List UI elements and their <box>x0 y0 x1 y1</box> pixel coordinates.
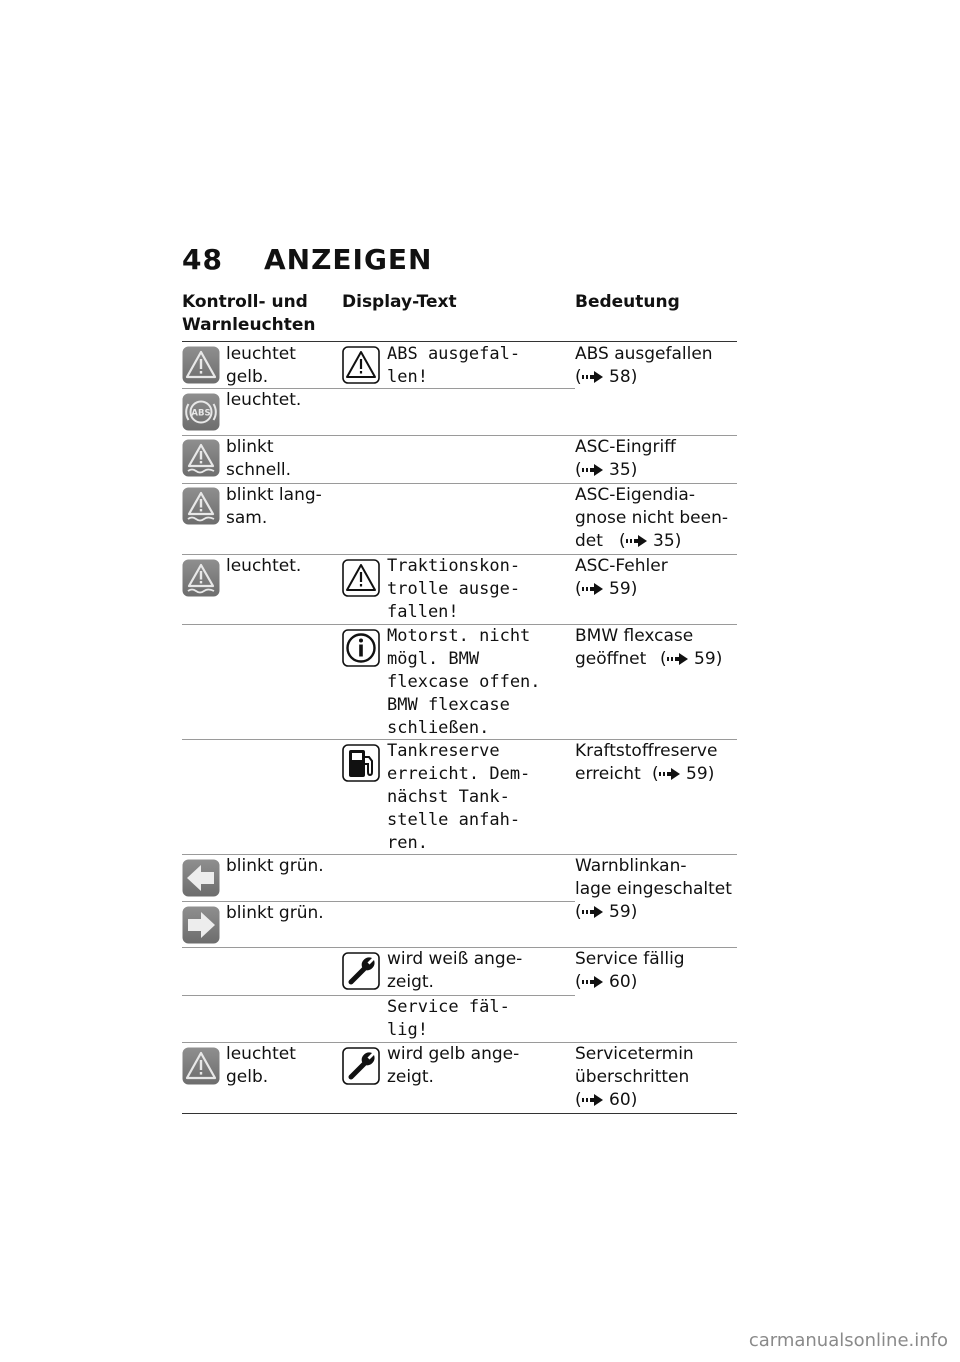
asc-icon <box>182 487 220 525</box>
page-title: ANZEIGEN <box>264 243 433 276</box>
meaning-text: Kraftstoffreserve erreicht <box>575 741 718 784</box>
asc-icon <box>182 559 220 597</box>
arrow-icon <box>582 583 604 595</box>
warning-triangle-icon <box>182 346 220 384</box>
meaning-text: BMW flexcase geöffnet <box>575 626 694 669</box>
warning-triangle-icon <box>182 1047 220 1085</box>
meaning-text: ASC-Fehler <box>575 556 668 576</box>
page-number: 48 <box>182 243 223 276</box>
column-header-display: Display-Text <box>342 292 457 312</box>
meaning-text: ABS ausgefallen <box>575 344 713 364</box>
page-reference: ( 35) <box>619 531 682 551</box>
warning-triangle-icon <box>342 559 380 597</box>
display-text: wird weiß ange- zeigt. <box>387 949 523 992</box>
table-bottom-rule <box>182 1113 737 1114</box>
light-description: leuchtet gelb. <box>226 344 296 387</box>
arrow-icon <box>626 535 648 547</box>
arrow-icon <box>582 464 604 476</box>
asc-icon <box>182 439 220 477</box>
page-reference: ( 60) <box>575 1090 638 1110</box>
page-reference: ( 60) <box>575 972 638 992</box>
arrow-icon <box>582 976 604 988</box>
meaning-text: ASC-Eigendia- gnose nicht been- det <box>575 485 728 551</box>
info-icon <box>342 629 380 667</box>
display-text: Tankreserve erreicht. Dem- nächst Tank- stelle anfah- ren. <box>387 741 531 853</box>
display-text: Motorst. nicht mögl. BMW flexcase offen. BMW flexcase schließen. <box>387 626 541 738</box>
arrow-icon <box>667 653 689 665</box>
page-reference: ( 59) <box>575 902 638 922</box>
light-description: blinkt lang- sam. <box>226 485 322 528</box>
page-reference: ( 59) <box>575 579 638 599</box>
meaning-text: Servicetermin überschritten <box>575 1044 694 1087</box>
page-reference: ( 58) <box>575 367 638 387</box>
page-reference: ( 59) <box>660 649 723 669</box>
page-reference: ( 35) <box>575 460 638 480</box>
warning-triangle-icon <box>342 346 380 384</box>
arrow-icon <box>582 906 604 918</box>
turn-left-icon <box>182 859 220 897</box>
abs-icon <box>182 393 220 431</box>
column-header-meaning: Bedeutung <box>575 292 680 312</box>
display-text: ABS ausgefal- len! <box>387 344 521 387</box>
wrench-icon <box>342 952 380 990</box>
display-text: wird gelb ange- zeigt. <box>387 1044 520 1087</box>
light-description: leuchtet. <box>226 556 302 576</box>
row-divider <box>182 995 575 996</box>
display-text: Service fäl- lig! <box>387 997 510 1040</box>
meaning-text: ASC-Eingriff <box>575 437 676 457</box>
arrow-icon <box>582 1094 604 1106</box>
light-description: blinkt grün. <box>226 903 324 923</box>
arrow-icon <box>582 371 604 383</box>
page-reference: ( 59) <box>652 764 715 784</box>
meaning-text: Warnblinkan- lage eingeschaltet <box>575 856 732 899</box>
wrench-icon <box>342 1047 380 1085</box>
meaning-text: Service fällig <box>575 949 685 969</box>
light-description: blinkt grün. <box>226 856 324 876</box>
arrow-icon <box>659 768 681 780</box>
light-description: leuchtet gelb. <box>226 1044 296 1087</box>
display-text: Traktionskon- trolle ausge- fallen! <box>387 556 521 622</box>
light-description: blinkt schnell. <box>226 437 292 480</box>
column-header-lights: Kontroll- und Warnleuchten <box>182 292 316 335</box>
header-divider <box>182 341 737 342</box>
watermark[interactable]: carmanualsonline.info <box>748 1330 948 1351</box>
turn-right-icon <box>182 906 220 944</box>
light-description: leuchtet. <box>226 390 302 410</box>
fuel-pump-icon <box>342 744 380 782</box>
